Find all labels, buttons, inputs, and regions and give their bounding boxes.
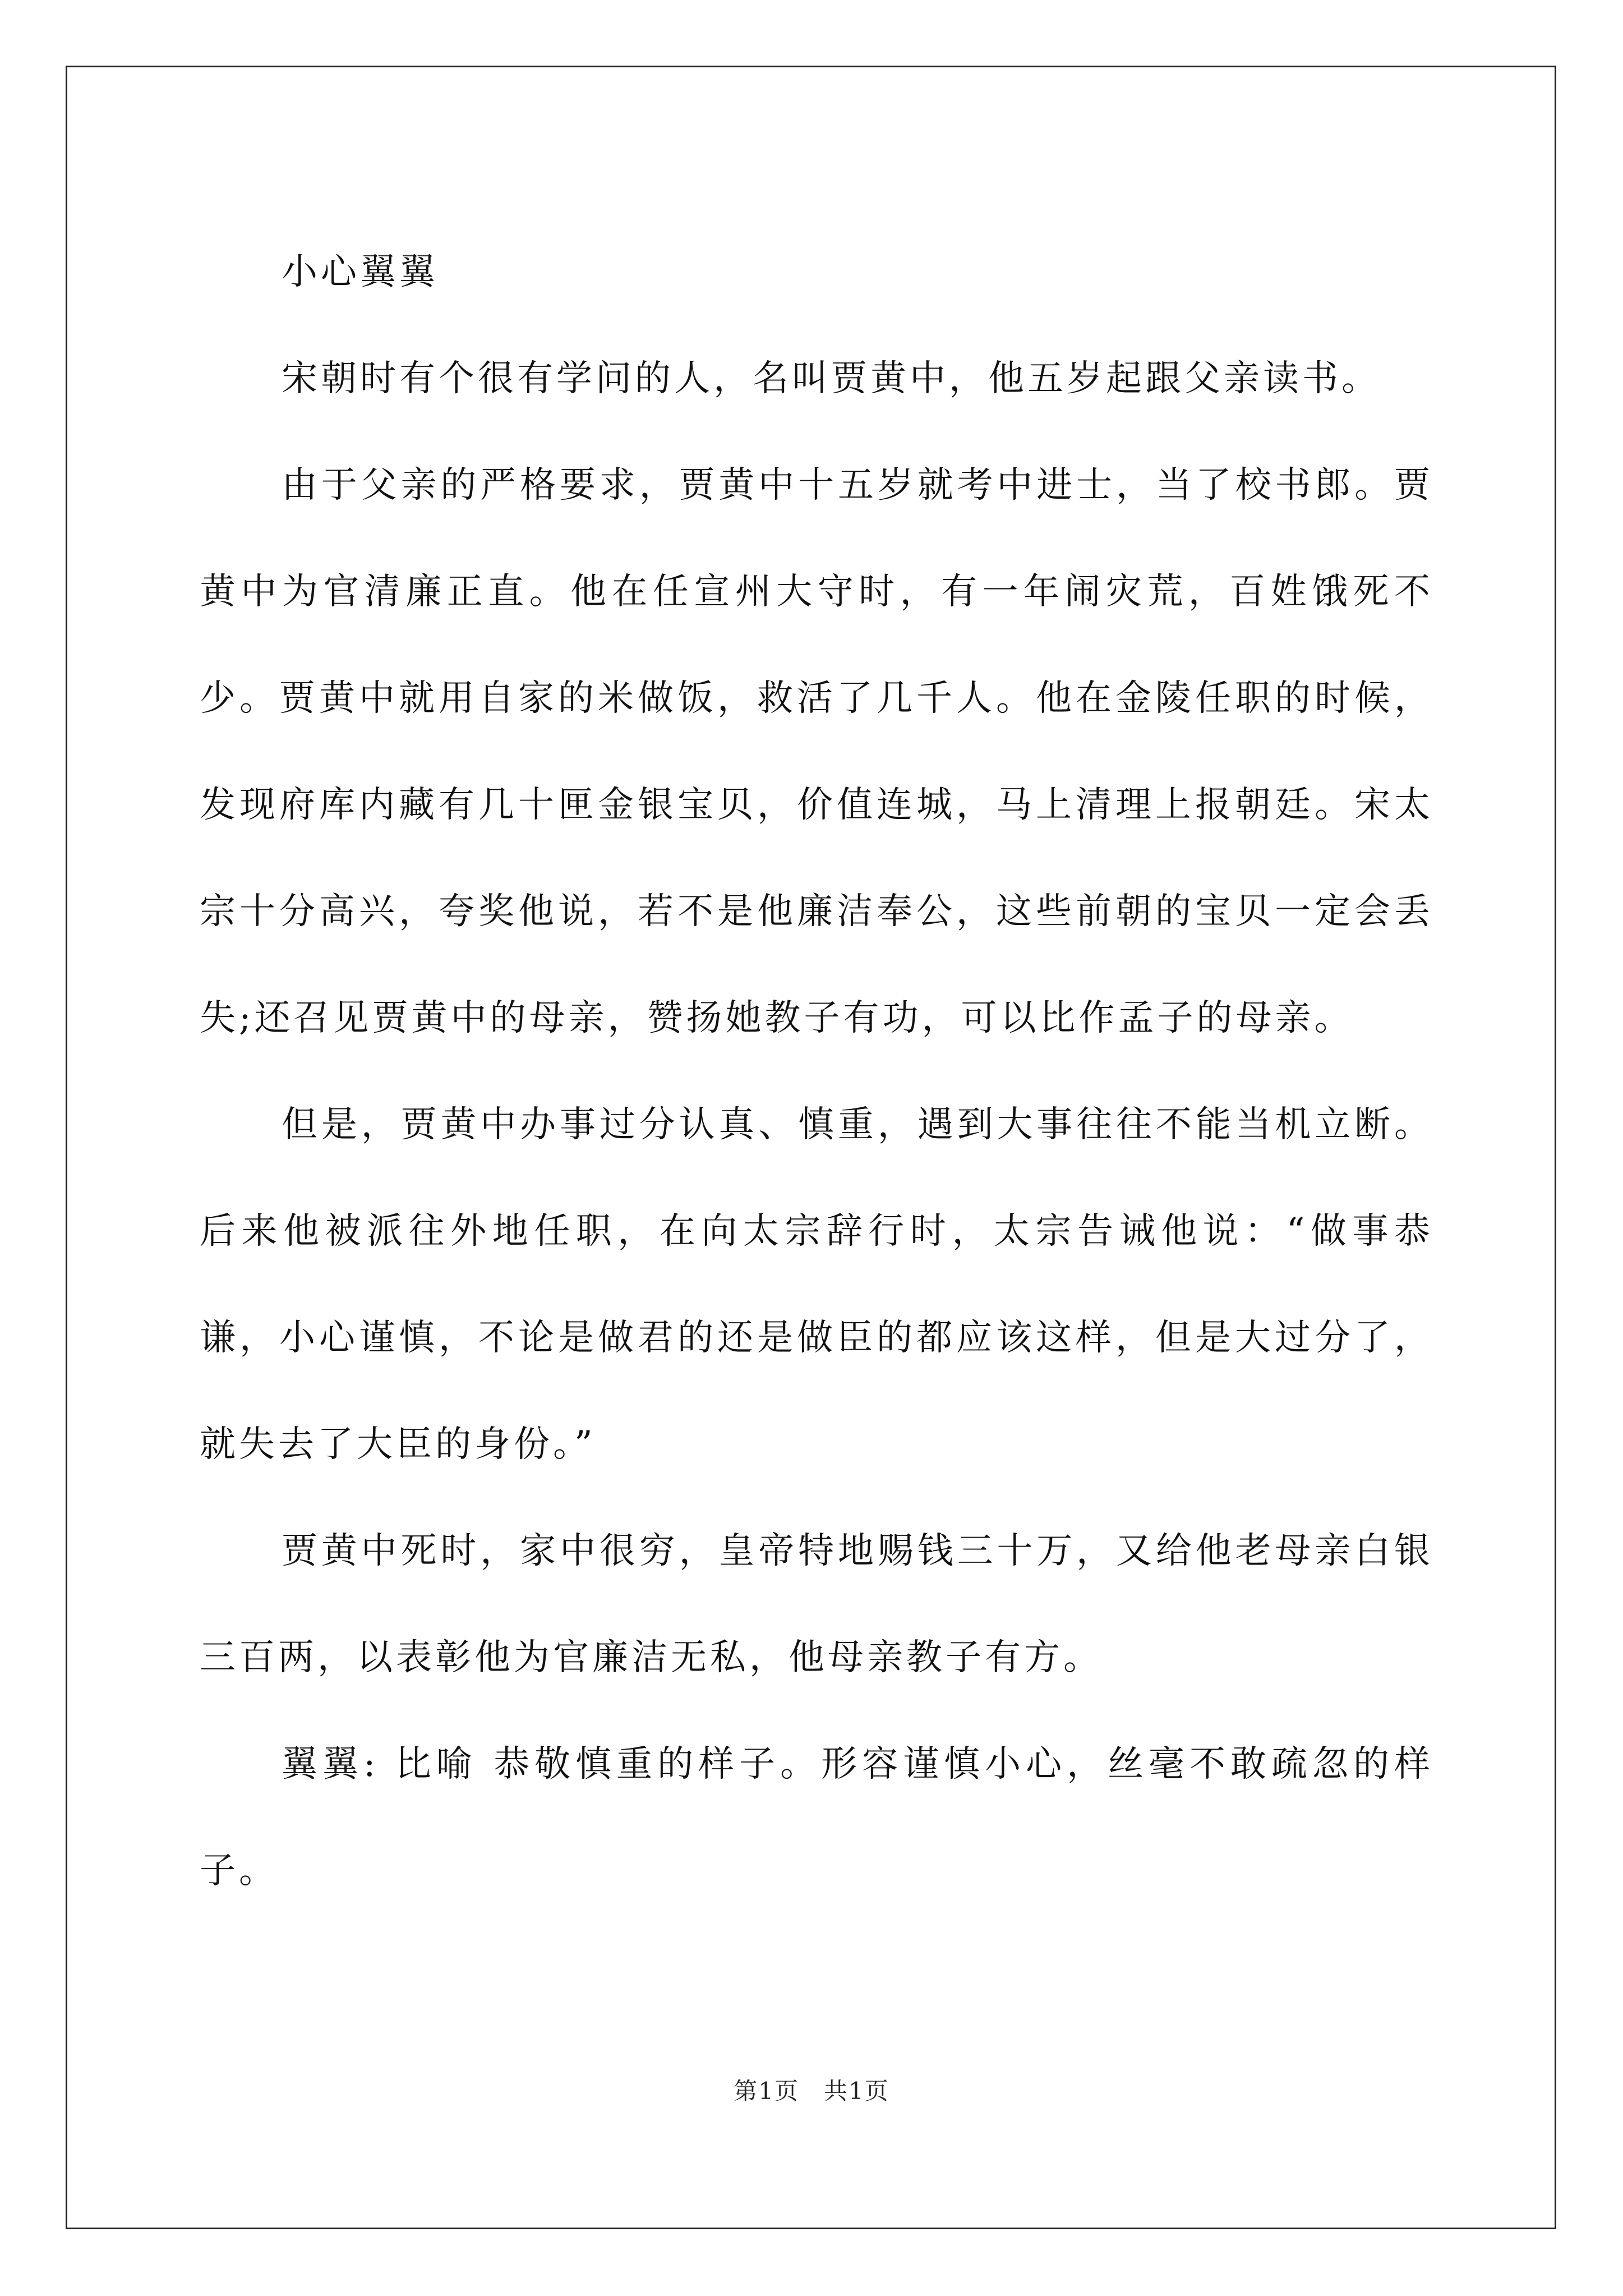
document-body (200, 219, 1433, 1924)
page-number-footer: 第1页 共1页 (734, 2077, 889, 2105)
document-title: 小心翼翼 (282, 251, 439, 293)
paragraph: 由于父亲的严格要求，贾黄中十五岁就考中进士，当了校书郎。贾黄中为官清廉正直。他在任宣州大守时，有一年闹灾荒，百姓饿死不少。贾黄中就用自家的米做饭，救活了几千人。他在金陵任职的时候，发现府库内藏有几十匣金银宝贝，价值连城，马上清理上报朝廷。宋太宗十分高兴，夸奖他说，若不是他廉洁奉公，这些前朝的宝贝一定会丢失;还召见贾黄中的母亲，赞扬她教子有功，可以比作孟子的母亲。 (200, 464, 1433, 1039)
paragraph: 但是，贾黄中办事过分认真、慎重，遇到大事往往不能当机立断。后来他被派往外地任职，在向太宗辞行时，太宗告诫他说：“做事恭谦，小心谨慎，不论是做君的还是做臣的都应该这样，但是大过分了，就失去了大臣的身份。” (200, 1104, 1433, 1465)
paragraph: 翼翼: 比喻 恭敬慎重的样子。形容谨慎小心，丝毫不敢疏忽的样子。 (200, 1743, 1433, 1892)
paragraph: 贾黄中死时，家中很穷，皇帝特地赐钱三十万，又给他老母亲白银三百两，以表彰他为官廉洁无私，他母亲教子有方。 (200, 1530, 1433, 1678)
paragraph: 宋朝时有个很有学问的人，名叫贾黄中，他五岁起跟父亲读书。 (282, 358, 1381, 399)
